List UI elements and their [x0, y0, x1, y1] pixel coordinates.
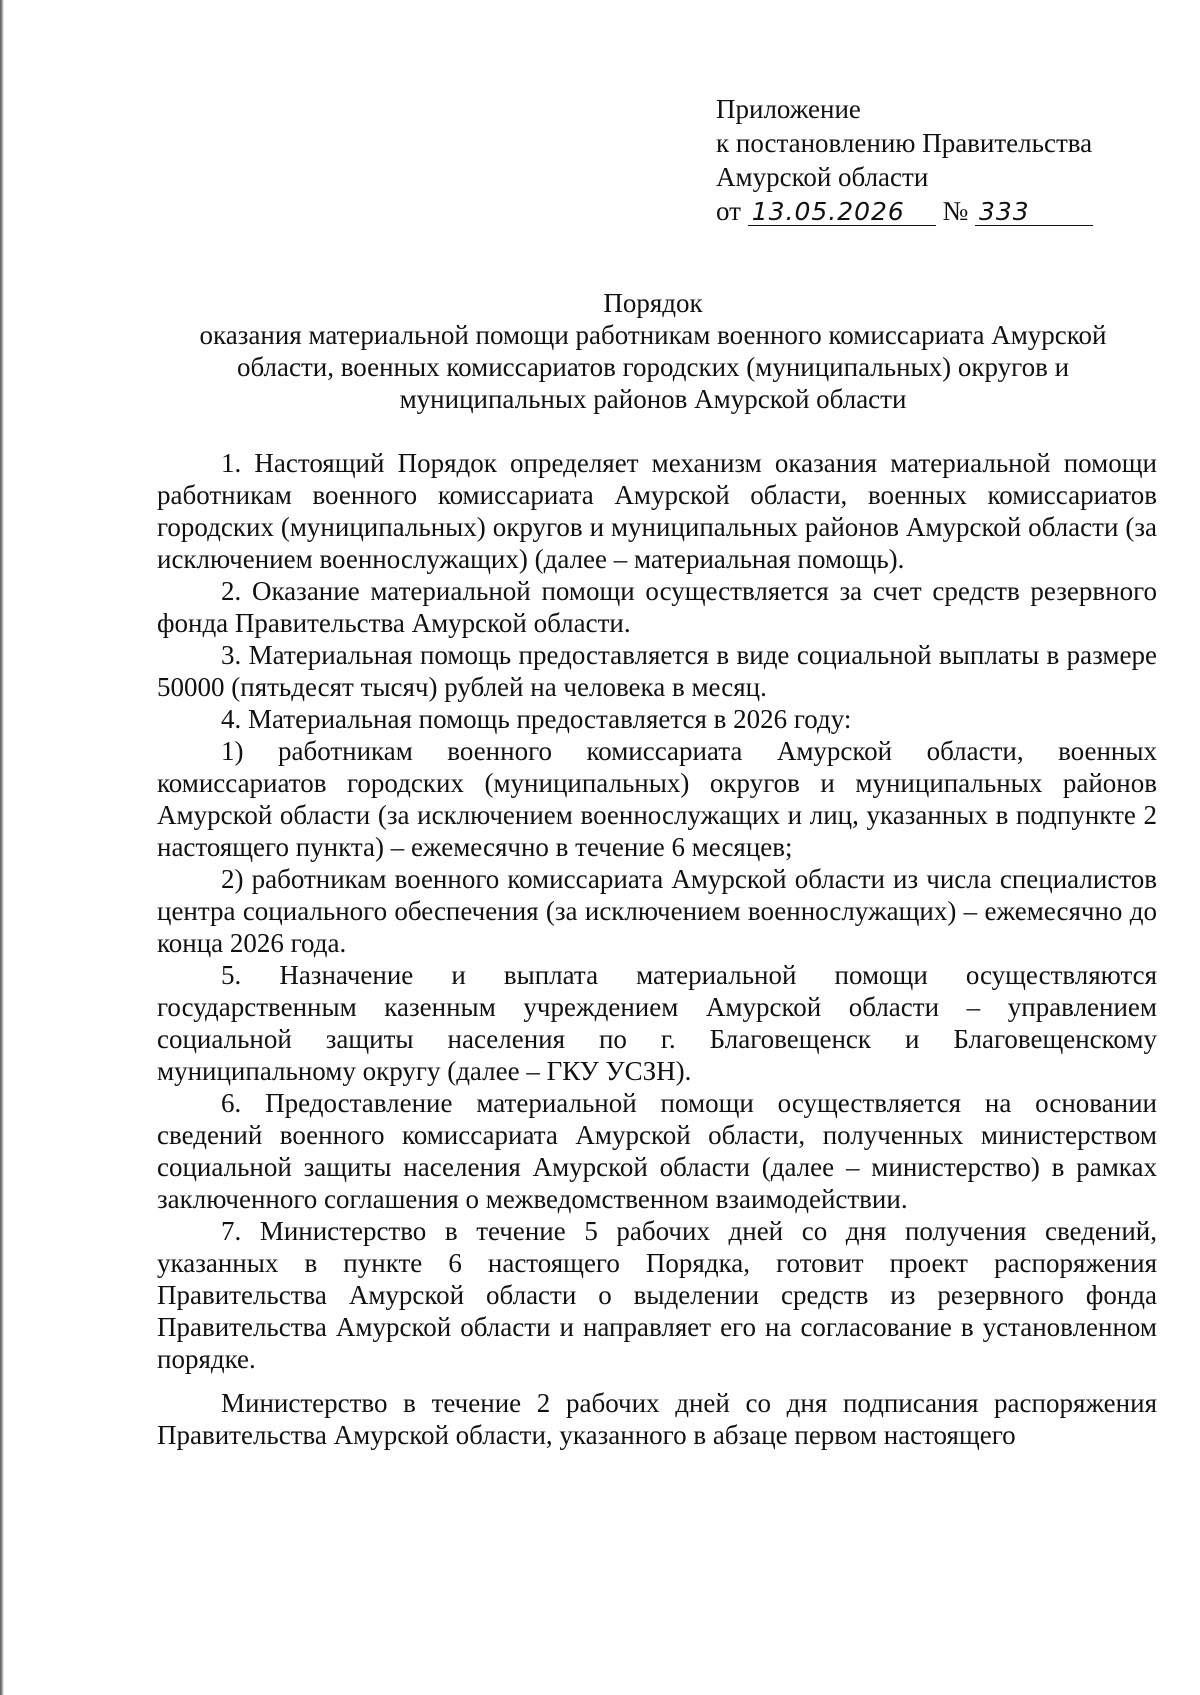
- document-body: [157, 447, 1157, 1451]
- paragraph-6: 6. Предоставление материальной помощи осуществляется на основании сведений военного комиссариата Амурской области, полученных министерством социальной защиты населения Амурской области (далее – министерство) в рамках заключенного соглашения о межведомственном взаимодействии.: [157, 1088, 1157, 1214]
- title-line-3: муниципальных районов Амурской области: [399, 384, 907, 414]
- handwritten-number: 333: [975, 199, 1093, 226]
- subparagraph-4-2: 2) работникам военного комиссариата Амурской области из числа специалистов центра социального обеспечения (за исключением военнослужащих) – ежемесячно до конца 2026 года.: [157, 864, 1157, 958]
- paragraph-7-second: Министерство в течение 2 рабочих дней со дня подписания распоряжения Правительства Амурской области, указанного в абзаце первом настоящего: [157, 1388, 1157, 1450]
- paragraph-7: 7. Министерство в течение 5 рабочих дней со дня получения сведений, указанных в пункте 6 настоящего Порядка, готовит проект распоряжения Правительства Амурской области о выделении средств из резервного фонда Правительства Амурской области и направляет его на согласование в установленном порядке.: [157, 1216, 1157, 1374]
- paragraph-3: 3. Материальная помощь предоставляется в виде социальной выплаты в размере 50000 (пятьдесят тысяч) рублей на человека в месяц.: [157, 640, 1157, 702]
- from-prefix: от: [716, 196, 741, 226]
- paragraph-5: 5. Назначение и выплата материальной помощи осуществляются государственным казенным учреждением Амурской области – управлением социальной защиты населения по г. Благовещенск и Благовещенскому муниципальному округу (далее – ГКУ УСЗН).: [157, 960, 1157, 1086]
- appendix-date-number: [716, 194, 1136, 228]
- handwritten-date: 13.05.2026: [748, 199, 936, 226]
- appendix-region: Амурской области: [716, 162, 929, 192]
- scan-edge: [0, 0, 4, 1695]
- title-line-1: оказания материальной помощи работникам военного комиссариата Амурской: [199, 320, 1107, 350]
- appendix-resolution: к постановлению Правительства: [716, 128, 1093, 158]
- paragraph-4: 4. Материальная помощь предоставляется в 2026 году:: [221, 704, 852, 734]
- appendix-header: [716, 92, 1136, 228]
- title-line-2: области, военных комиссариатов городских (муниципальных) округов и: [236, 352, 1070, 382]
- paragraph-1: 1. Настоящий Порядок определяет механизм оказания материальной помощи работникам военного комиссариата Амурской области, военных комиссариатов городских (муниципальных) округов и муниципальных районов Амурской области (за исключением военнослужащих) (далее – материальная помощь).: [157, 448, 1157, 574]
- title-heading: Порядок: [603, 288, 703, 318]
- appendix-label: Приложение: [716, 94, 861, 124]
- subparagraph-4-1: 1) работникам военного комиссариата Амурской области, военных комиссариатов городских (муниципальных) округов и муниципальных районов Амурской области (за исключением военнослужащих и лиц, указанных в подпункте 2 настоящего пункта) – ежемесячно в течение 6 месяцев;: [157, 736, 1157, 862]
- number-prefix: №: [942, 196, 969, 226]
- paragraph-2: 2. Оказание материальной помощи осуществляется за счет средств резервного фонда Правительства Амурской области.: [157, 576, 1157, 638]
- document-title: [150, 287, 1156, 415]
